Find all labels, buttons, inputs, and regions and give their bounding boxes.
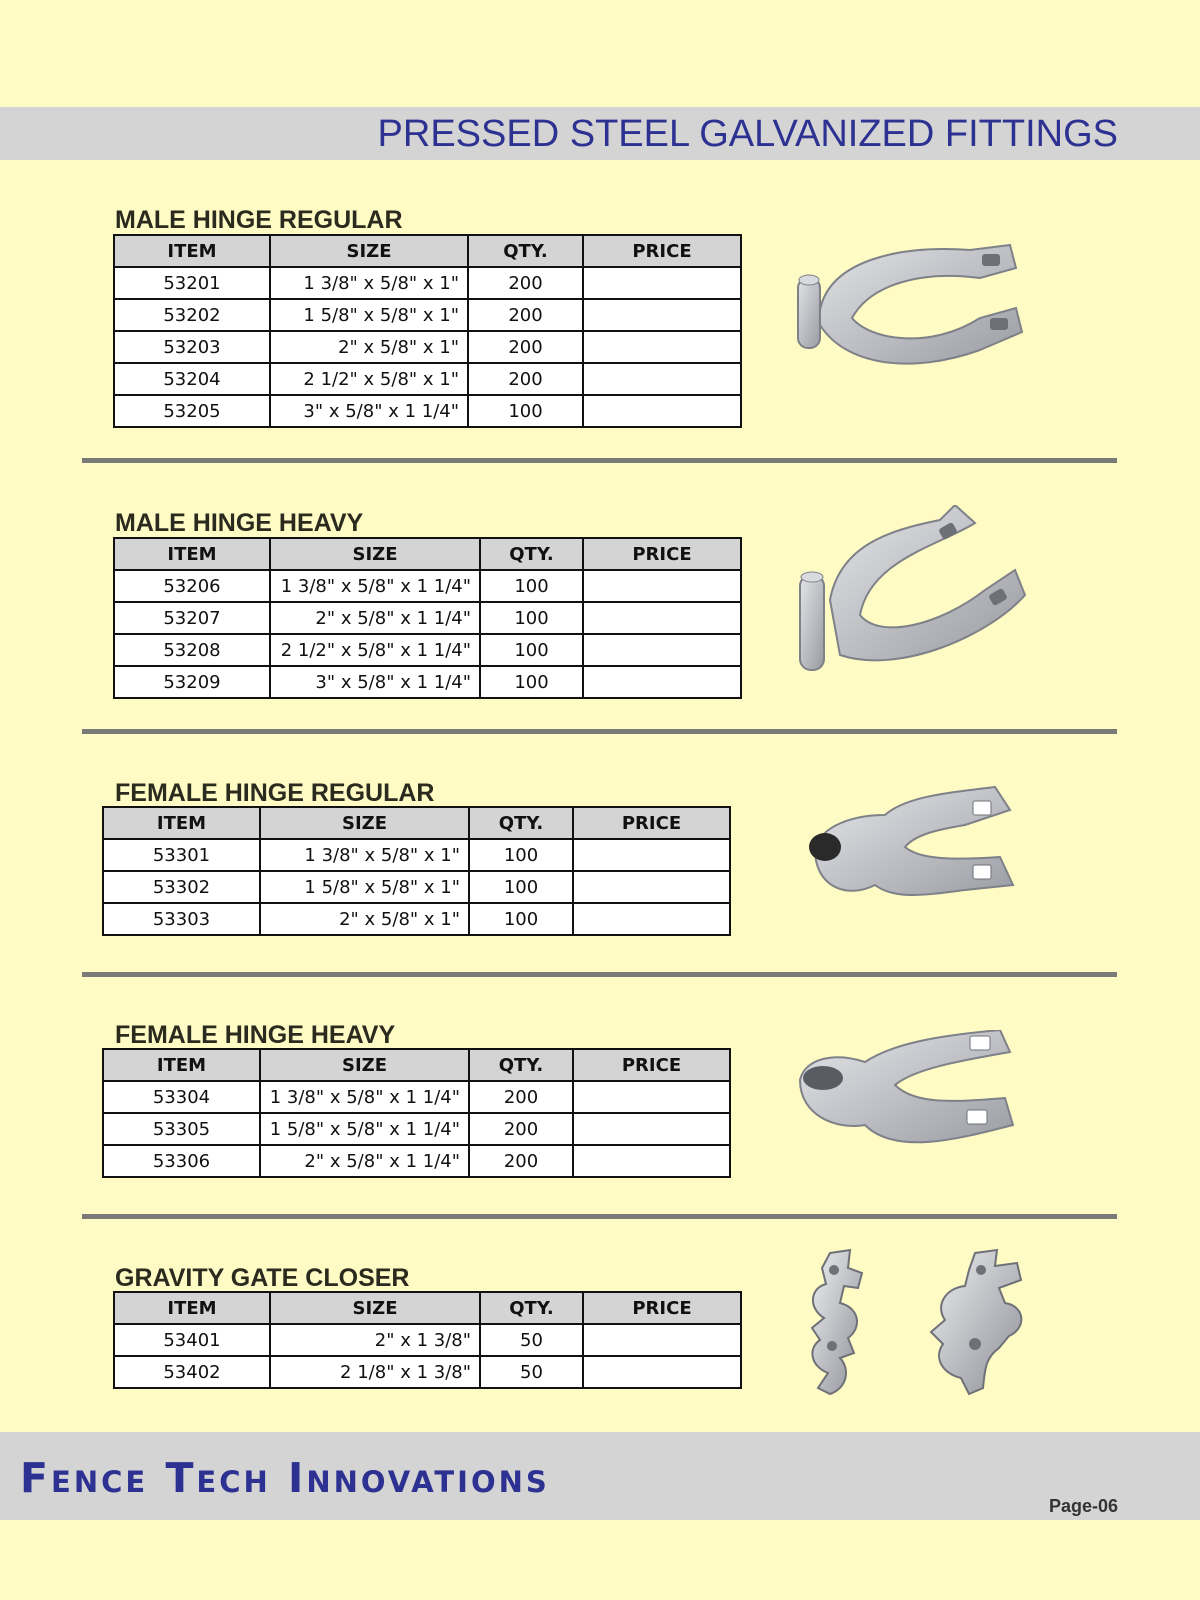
size-cell: 3" x 5/8" x 1 1/4" (270, 395, 468, 427)
section-title-male-hinge-heavy: MALE HINGE HEAVY (115, 509, 364, 537)
qty-cell: 200 (468, 299, 583, 331)
price-cell (583, 666, 741, 698)
size-cell: 1 5/8" x 5/8" x 1 1/4" (260, 1113, 469, 1145)
divider (82, 1214, 1117, 1219)
table-male-hinge-regular (113, 234, 742, 428)
qty-cell: 200 (469, 1081, 573, 1113)
price-cell (573, 871, 730, 903)
table-male-hinge-heavy (113, 537, 742, 699)
table-row (103, 1113, 730, 1145)
table-female-hinge-regular (102, 806, 731, 936)
size-cell: 1 3/8" x 5/8" x 1 1/4" (270, 570, 480, 602)
item-cell: 53305 (103, 1113, 260, 1145)
size-cell: 2" x 5/8" x 1 1/4" (270, 602, 480, 634)
column-header-price: PRICE (583, 538, 741, 570)
item-cell: 53402 (114, 1356, 270, 1388)
item-cell: 53303 (103, 903, 260, 935)
divider (82, 972, 1117, 977)
table-row (114, 1356, 741, 1388)
price-cell (583, 602, 741, 634)
qty-cell: 100 (480, 634, 583, 666)
price-cell (583, 1324, 741, 1356)
price-cell (583, 331, 741, 363)
column-header-qty: QTY. (469, 1049, 573, 1081)
qty-cell: 200 (468, 267, 583, 299)
item-cell: 53204 (114, 363, 270, 395)
table-header-row (114, 1292, 741, 1324)
female-hinge-heavy-image (795, 1030, 1035, 1160)
table-female-hinge-heavy (102, 1048, 731, 1178)
table-row (103, 839, 730, 871)
column-header-price: PRICE (583, 1292, 741, 1324)
column-header-item: ITEM (103, 1049, 260, 1081)
item-cell: 53302 (103, 871, 260, 903)
column-header-qty: QTY. (469, 807, 573, 839)
price-cell (573, 1081, 730, 1113)
size-cell: 2" x 5/8" x 1 1/4" (260, 1145, 469, 1177)
item-cell: 53208 (114, 634, 270, 666)
table-row (114, 634, 741, 666)
price-cell (583, 1356, 741, 1388)
size-cell: 3" x 5/8" x 1 1/4" (270, 666, 480, 698)
item-cell: 53207 (114, 602, 270, 634)
item-cell: 53401 (114, 1324, 270, 1356)
size-cell: 1 5/8" x 5/8" x 1" (270, 299, 468, 331)
price-cell (583, 570, 741, 602)
item-cell: 53205 (114, 395, 270, 427)
table-row (103, 1081, 730, 1113)
size-cell: 2 1/8" x 1 3/8" (270, 1356, 480, 1388)
qty-cell: 100 (469, 903, 573, 935)
column-header-size: SIZE (270, 538, 480, 570)
qty-cell: 200 (468, 363, 583, 395)
size-cell: 1 3/8" x 5/8" x 1" (270, 267, 468, 299)
price-cell (583, 267, 741, 299)
size-cell: 1 5/8" x 5/8" x 1" (260, 871, 469, 903)
qty-cell: 200 (468, 331, 583, 363)
page-title: PRESSED STEEL GALVANIZED FITTINGS (377, 113, 1118, 155)
price-cell (583, 395, 741, 427)
table-header-row (114, 235, 741, 267)
price-cell (573, 1113, 730, 1145)
qty-cell: 100 (468, 395, 583, 427)
qty-cell: 200 (469, 1113, 573, 1145)
table-row (114, 1324, 741, 1356)
section-title-female-hinge-regular: FEMALE HINGE REGULAR (115, 779, 435, 807)
item-cell: 53202 (114, 299, 270, 331)
column-header-size: SIZE (260, 1049, 469, 1081)
table-row (114, 395, 741, 427)
size-cell: 1 3/8" x 5/8" x 1 1/4" (260, 1081, 469, 1113)
brand-name: Fence Tech Innovations (20, 1454, 550, 1502)
size-cell: 2" x 1 3/8" (270, 1324, 480, 1356)
column-header-qty: QTY. (480, 1292, 583, 1324)
table-header-row (114, 538, 741, 570)
column-header-size: SIZE (270, 1292, 480, 1324)
table-row (114, 363, 741, 395)
table-row (114, 666, 741, 698)
item-cell: 53201 (114, 267, 270, 299)
section-title-male-hinge-regular: MALE HINGE REGULAR (115, 206, 403, 234)
column-header-price: PRICE (583, 235, 741, 267)
size-cell: 2" x 5/8" x 1" (260, 903, 469, 935)
qty-cell: 100 (469, 871, 573, 903)
qty-cell: 100 (480, 570, 583, 602)
table-row (103, 903, 730, 935)
table-row (114, 602, 741, 634)
qty-cell: 100 (480, 666, 583, 698)
qty-cell: 50 (480, 1356, 583, 1388)
gravity-gate-closer-image-1 (800, 1248, 880, 1398)
price-cell (573, 1145, 730, 1177)
table-row (103, 871, 730, 903)
size-cell: 2" x 5/8" x 1" (270, 331, 468, 363)
qty-cell: 50 (480, 1324, 583, 1356)
table-gravity-gate-closer (113, 1291, 742, 1389)
female-hinge-regular-image (795, 785, 1035, 920)
table-header-row (103, 807, 730, 839)
size-cell: 2 1/2" x 5/8" x 1" (270, 363, 468, 395)
table-row (114, 299, 741, 331)
column-header-item: ITEM (114, 235, 270, 267)
male-hinge-regular-image (790, 240, 1040, 380)
table-row (114, 267, 741, 299)
divider (82, 729, 1117, 734)
table-row (103, 1145, 730, 1177)
column-header-price: PRICE (573, 1049, 730, 1081)
page-number: Page-06 (1048, 1496, 1118, 1516)
qty-cell: 100 (469, 839, 573, 871)
table-row (114, 331, 741, 363)
size-cell: 2 1/2" x 5/8" x 1 1/4" (270, 634, 480, 666)
table-header-row (103, 1049, 730, 1081)
item-cell: 53203 (114, 331, 270, 363)
price-cell (573, 839, 730, 871)
column-header-item: ITEM (114, 1292, 270, 1324)
item-cell: 53206 (114, 570, 270, 602)
column-header-item: ITEM (114, 538, 270, 570)
section-title-female-hinge-heavy: FEMALE HINGE HEAVY (115, 1021, 396, 1049)
column-header-qty: QTY. (480, 538, 583, 570)
item-cell: 53209 (114, 666, 270, 698)
price-cell (573, 903, 730, 935)
footer-band (0, 1432, 1200, 1520)
item-cell: 53301 (103, 839, 260, 871)
column-header-price: PRICE (573, 807, 730, 839)
section-title-gravity-gate-closer: GRAVITY GATE CLOSER (115, 1264, 410, 1292)
price-cell (583, 363, 741, 395)
column-header-size: SIZE (270, 235, 468, 267)
column-header-qty: QTY. (468, 235, 583, 267)
item-cell: 53304 (103, 1081, 260, 1113)
qty-cell: 100 (480, 602, 583, 634)
divider (82, 458, 1117, 463)
qty-cell: 200 (469, 1145, 573, 1177)
column-header-size: SIZE (260, 807, 469, 839)
gravity-gate-closer-image-2 (925, 1248, 1035, 1398)
item-cell: 53306 (103, 1145, 260, 1177)
size-cell: 1 3/8" x 5/8" x 1" (260, 839, 469, 871)
price-cell (583, 634, 741, 666)
column-header-item: ITEM (103, 807, 260, 839)
price-cell (583, 299, 741, 331)
header-band (0, 107, 1200, 160)
male-hinge-heavy-image (790, 505, 1040, 685)
table-row (114, 570, 741, 602)
